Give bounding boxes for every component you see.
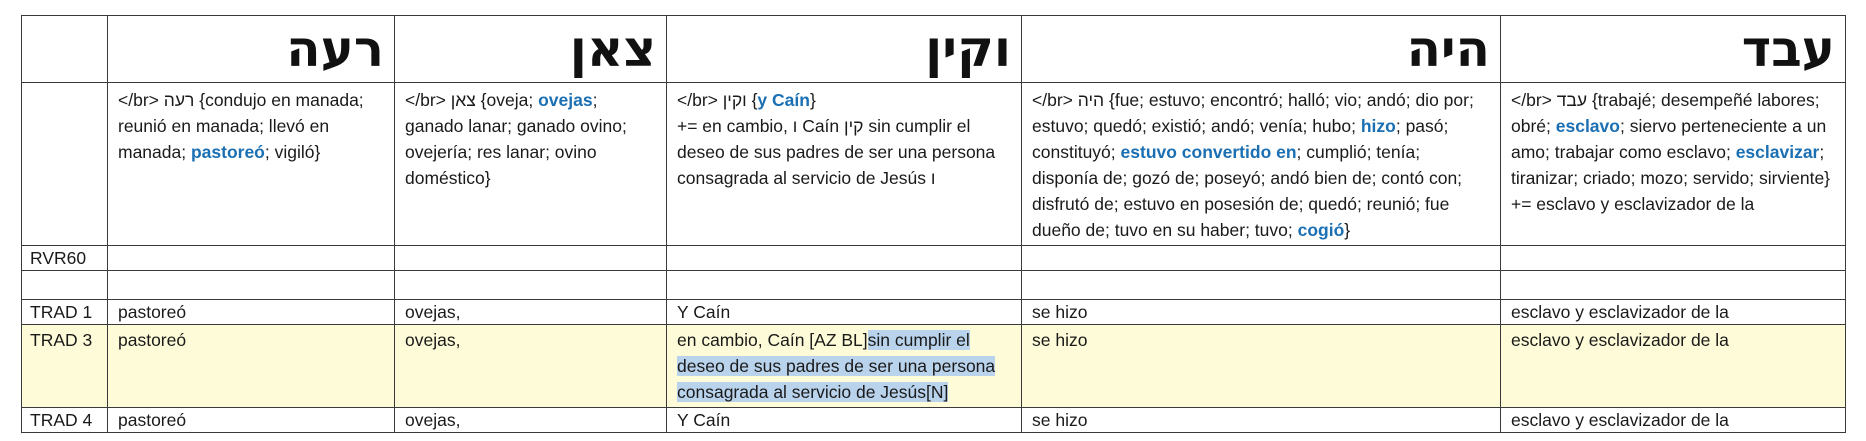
definition-text: ; siervo perteneciente a un amo; trabajar como esclavo; [1511, 116, 1827, 162]
header-cell-2[interactable] [395, 16, 667, 83]
keyword: pastoreó [190, 142, 265, 162]
selected-text[interactable]: sin cumplir el deseo de sus padres de ser una persona consagrada al servicio de Jesús[N] [677, 330, 996, 402]
row-label: TRAD 3 [22, 325, 108, 408]
table-cell[interactable]: ovejas, [395, 300, 667, 325]
keyword: ovejas [538, 90, 593, 110]
table-cell[interactable]: pastoreó [108, 325, 395, 408]
keyword: estuvo convertido en [1120, 142, 1297, 162]
hebrew-word: היה [1406, 20, 1490, 78]
definition-label-cell [22, 83, 108, 246]
definition-cell-5[interactable] [1501, 83, 1846, 246]
header-cell-1[interactable] [108, 16, 395, 83]
table-cell[interactable] [1022, 246, 1501, 271]
table-cell[interactable]: Y Caín [667, 300, 1022, 325]
table-cell[interactable]: ovejas, [395, 408, 667, 433]
rvr60-row [22, 246, 1846, 271]
keyword: y Caín [757, 90, 810, 110]
hebrew-word: צאן [569, 20, 656, 78]
definition-text: } [1344, 220, 1351, 240]
hebrew-header-row [22, 16, 1846, 83]
definition-cell-3[interactable] [667, 83, 1022, 246]
definition-text: ; cumplió; tenía; disponía de; gozó de; poseyó; andó bien de; contó con; disfrutó de; estuvo en posesión de; quedó; reunió; fue dueño de; tuvo en su haber; tuvo; [1032, 142, 1463, 240]
hebrew-word: וקין [925, 20, 1011, 78]
table-cell[interactable]: se hizo [1022, 408, 1501, 433]
table-cell[interactable]: pastoreó [108, 408, 395, 433]
keyword: esclavizar [1735, 142, 1820, 162]
table-cell[interactable] [667, 271, 1022, 300]
table-cell[interactable] [1501, 246, 1846, 271]
table-cell[interactable]: esclavo y esclavizador de la [1501, 325, 1846, 408]
definition-text: ; tiranizar; criado; mozo; servido; sirviente} [1511, 142, 1831, 188]
table-cell[interactable]: se hizo [1022, 325, 1501, 408]
definition-text: ; pasó; constituyó; [1032, 116, 1449, 162]
header-cell-5[interactable] [1501, 16, 1846, 83]
definition-text: </br> רעה {condujo en manada; reunió en manada; llevó en manada; [118, 90, 364, 162]
corner-cell [22, 16, 108, 83]
table-cell[interactable]: se hizo [1022, 300, 1501, 325]
cell-text: en cambio, Caín [AZ BL] [677, 330, 868, 350]
definition-text: </br> וקין { [677, 90, 758, 110]
definition-note: += en cambio, ו Caín קין sin cumplir el deseo de sus padres de ser una persona consagrada al servicio de Jesús ו [677, 116, 996, 188]
trad3-row [22, 325, 1846, 408]
keyword: hizo [1360, 116, 1396, 136]
row-label: TRAD 1 [22, 300, 108, 325]
header-cell-3[interactable] [667, 16, 1022, 83]
trad4-row [22, 408, 1846, 433]
definition-text: ; ganado lanar; ganado ovino; ovejería; res lanar; ovino doméstico} [405, 90, 627, 188]
header-cell-4[interactable] [1022, 16, 1501, 83]
table-cell[interactable] [108, 246, 395, 271]
definition-row [22, 83, 1846, 246]
table-cell[interactable] [1022, 271, 1501, 300]
definition-text: } [809, 90, 816, 110]
keyword: esclavo [1555, 116, 1620, 136]
table-cell[interactable] [667, 246, 1022, 271]
definition-cell-2[interactable] [395, 83, 667, 246]
definition-text: </br> צאן {oveja; [405, 90, 539, 110]
table-cell[interactable]: pastoreó [108, 300, 395, 325]
table-cell[interactable] [395, 271, 667, 300]
definition-cell-4[interactable] [1022, 83, 1501, 246]
table-cell[interactable] [667, 325, 1022, 408]
empty-row [22, 271, 1846, 300]
trad1-row [22, 300, 1846, 325]
definition-text: </br> עבד {trabajé; desempeñé labores; obré; [1511, 90, 1820, 136]
definition-text: </br> היה {fue; estuvo; encontró; halló; vio; andó; dio por; estuvo; quedó; existió; andó; venía; hubo; [1032, 90, 1474, 136]
definition-cell-1[interactable] [108, 83, 395, 246]
table-cell[interactable]: Y Caín [667, 408, 1022, 433]
row-label: RVR60 [22, 246, 108, 271]
hebrew-word: רעה [286, 20, 384, 78]
hebrew-word: עבד [1741, 20, 1835, 78]
definition-text: ; vigiló} [264, 142, 321, 162]
table-cell[interactable] [395, 246, 667, 271]
keyword: cogió [1297, 220, 1345, 240]
table-cell[interactable]: esclavo y esclavizador de la [1501, 408, 1846, 433]
table-cell[interactable] [22, 271, 108, 300]
table-cell[interactable]: esclavo y esclavizador de la [1501, 300, 1846, 325]
table-cell[interactable] [108, 271, 395, 300]
translation-table [21, 15, 1846, 433]
table-cell[interactable] [1501, 271, 1846, 300]
table-cell[interactable]: ovejas, [395, 325, 667, 408]
row-label: TRAD 4 [22, 408, 108, 433]
definition-note: += esclavo y esclavizador de la [1511, 194, 1755, 214]
